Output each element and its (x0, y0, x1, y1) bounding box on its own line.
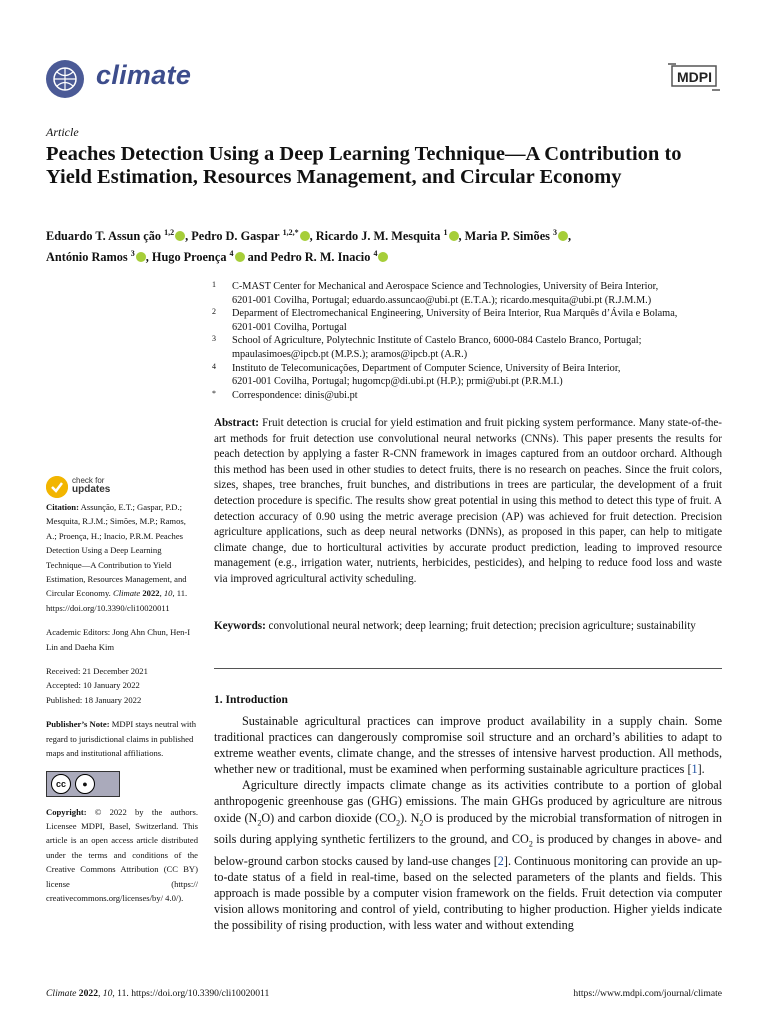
journal-logo-icon (46, 60, 84, 98)
author-name: Hugo Proença (151, 250, 227, 265)
orcid-icon[interactable] (378, 252, 388, 262)
orcid-icon[interactable] (449, 231, 459, 241)
divider (214, 668, 722, 669)
article-type: Article (46, 125, 79, 139)
author-name: António Ramos (46, 250, 128, 265)
orcid-icon[interactable] (300, 231, 310, 241)
paper-title: Peaches Detection Using a Deep Learning Technique—A Contribution to Yield Estimation, Resources Management, and Circular Economy (46, 143, 682, 188)
author-list: Eduardo T. Assun ção $^{1,2}$ , Pedro D. Gaspar $^{1,2,*}$ , Ricardo J. M. Mesquita $^1$ , Maria P. Simões $^3$ , António Ramos $^3$ , Hugo Proença $^4$ and Pedro R. M. Inacio $^4$ (46, 228, 572, 265)
body-text (214, 713, 722, 933)
author-name: Maria P. Simões (464, 229, 550, 244)
check-updates-button[interactable]: check for updates (72, 476, 111, 495)
author-name: Eduardo T. Assun ção (46, 229, 162, 244)
cc-license-badge[interactable] (46, 771, 120, 797)
citation-block: Citation: Assunção, E.T.; Gaspar, P.D.; Mesquita, R.J.M.; Simões, M.P.; Ramos, A.; Proença, H.; Inacio, P.R.M. Peaches Detection Using a Deep Learning Technique—A Contribution to Yield Estimation, Resources Management, and Circular Economy. Climate 2022, 10, 11. https://doi.org/10.3390/cli10020011 (46, 502, 188, 613)
journal-name: climate (96, 60, 192, 90)
publisher-name: MDPI (677, 69, 712, 85)
orcid-icon[interactable] (136, 252, 146, 262)
author-name: Ricardo J. M. Mesquita (315, 229, 441, 244)
keywords-label: Keywords: (214, 620, 266, 632)
affiliation: 1 C-MAST Center for Mechanical and Aerospace Science and Technologies, University of Beira Interior, 6201-001 Covilha, Portugal; eduardo.assuncao@ubi.pt (E.T.A.); ricardo.mesquita@ubi.pt (R.J.M.M.) (212, 280, 659, 306)
orcid-icon[interactable] (175, 231, 185, 241)
footer-url[interactable]: https://www.mdpi.com/journal/climate (573, 988, 722, 999)
paragraph: Sustainable agricultural practices can improve product availability in a supply chain. Some traditional practices can dangerously compromise soil structure and an orchard’s abilities to adapt to extreme weather events, climate change, and the stresses of intensive harvest production. All methods, whether new or traditional, must be examined when performing sustainable agriculture practices [1]. (214, 714, 722, 777)
publisher-note: Publisher’s Note: MDPI stays neutral with regard to jurisdictional claims in published maps and institutional affiliations. (46, 719, 196, 759)
academic-editors: Academic Editors: Jong Ahn Chun, Hen-I Lin and Daeha Kim (46, 627, 191, 652)
cc-icon: cc (51, 774, 71, 794)
attribution-icon: ● (75, 774, 95, 794)
orcid-icon[interactable] (558, 231, 568, 241)
abstract (214, 416, 722, 588)
keywords (214, 619, 722, 635)
check-updates-icon[interactable] (46, 476, 68, 498)
sidebar-info (46, 500, 198, 915)
copyright-block: Copyright: © 2022 by the authors. Licensee MDPI, Basel, Switzerland. This article is an open access article distributed under the terms and conditions of the Creative Commons Attribution (CC BY) license (https:// creativecommons.org/licenses/by/ 4.0/). (46, 806, 198, 903)
affiliations (212, 280, 732, 402)
footer-citation: Climate 2022, 10, 11. https://doi.org/10.3390/cli10020011 (46, 988, 270, 999)
paragraph: Agriculture directly impacts climate change as its activities contribute to a portion of global anthropogenic greenhouse gas (GHG) emissions. The main GHGs produced by agriculture are nitrous oxide $(N_2O)$ and carbon dioxide $(CO_2)$. $N_2O$ is produced by the microbial transformation of nitrogen in soils during applying synthetic fertilizers to the ground, and $CO_2$ is produced by changes in above- and below-ground carbon stocks caused by land-use changes [2]. Continuous monitoring can provide an up-to-date status of a field in real-time, based on the selected parameters of the plants and fields. This approach is made possible by a computer vision framework on the fields. Fruit detection via computer vision allows monitoring and control of yield, contributing to higher production. Higher yields indicate the possibility of rising production, with less water and without extending (214, 778, 723, 932)
section-heading: 1. Introduction (214, 694, 288, 706)
abstract-text: Fruit detection is crucial for yield estimation and fruit picking system performance. Many state-of-the-art methods for fruit detection use convolutional neural networks (CNNs). This paper presents the results for peach detection by applying a faster R-CNN framework in images captured from an outdoor orchard. Although this method has been used in other studies to detect fruits, there is no research on peaches. Since the fruit colors, sizes, shapes, tree branches, fruit bunches, and distributions in trees are particular, the development of a fruit detection procedure is specific. The results show great potential in using this method to detect this type of fruit. A detection accuracy of 0.90 using the metric average precision (AP) was achieved for fruit detection. Precision agriculture applications, such as deep neural networks (DNNs), as proposed in this paper, can help to mitigate climate change, due to horticultural activities by accurate product prediction, leading to improved resource management (e.g., irrigation water, nutrients, herbicides, pesticides), and helping to reduce food loss and waste via improved agricultural activity scheduling. (214, 417, 722, 585)
keywords-text: convolutional neural network; deep learning; fruit detection; precision agriculture; sustainability (268, 620, 696, 632)
citation-link[interactable]: 1 (691, 762, 698, 777)
affiliation: 3 School of Agriculture, Polytechnic Institute of Castelo Branco, 6000-084 Castelo Branco, Portugal; mpaulasimoes@ipcb.pt (M.P.S.); aramos@ipcb.pt (A.R.) (212, 334, 642, 360)
orcid-icon[interactable] (235, 252, 245, 262)
dates: Received: 21 December 2021 Accepted: 10 January 2022 Published: 18 January 2022 (46, 666, 148, 705)
citation-link[interactable]: 2 (497, 853, 504, 868)
correspondence: * Correspondence: dinis@ubi.pt (212, 388, 358, 401)
affiliation: 2 Deparment of Electromechanical Engineering, University of Beira Interior, Rua Marquês d’Ávila e Bolama, 6201-001 Covilha, Portugal (212, 307, 678, 333)
author-name: Pedro D. Gaspar (191, 229, 280, 244)
author-name: Pedro R. M. Inacio (270, 250, 371, 265)
abstract-label: Abstract: (214, 417, 259, 429)
affiliation: 4 Instituto de Telecomunicações, Department of Computer Science, University of Beira Interior, 6201-001 Covilha, Portugal; hugomcp@di.ubi.pt (H.P.); prmi@ubi.pt (P.R.M.I.) (212, 361, 621, 388)
